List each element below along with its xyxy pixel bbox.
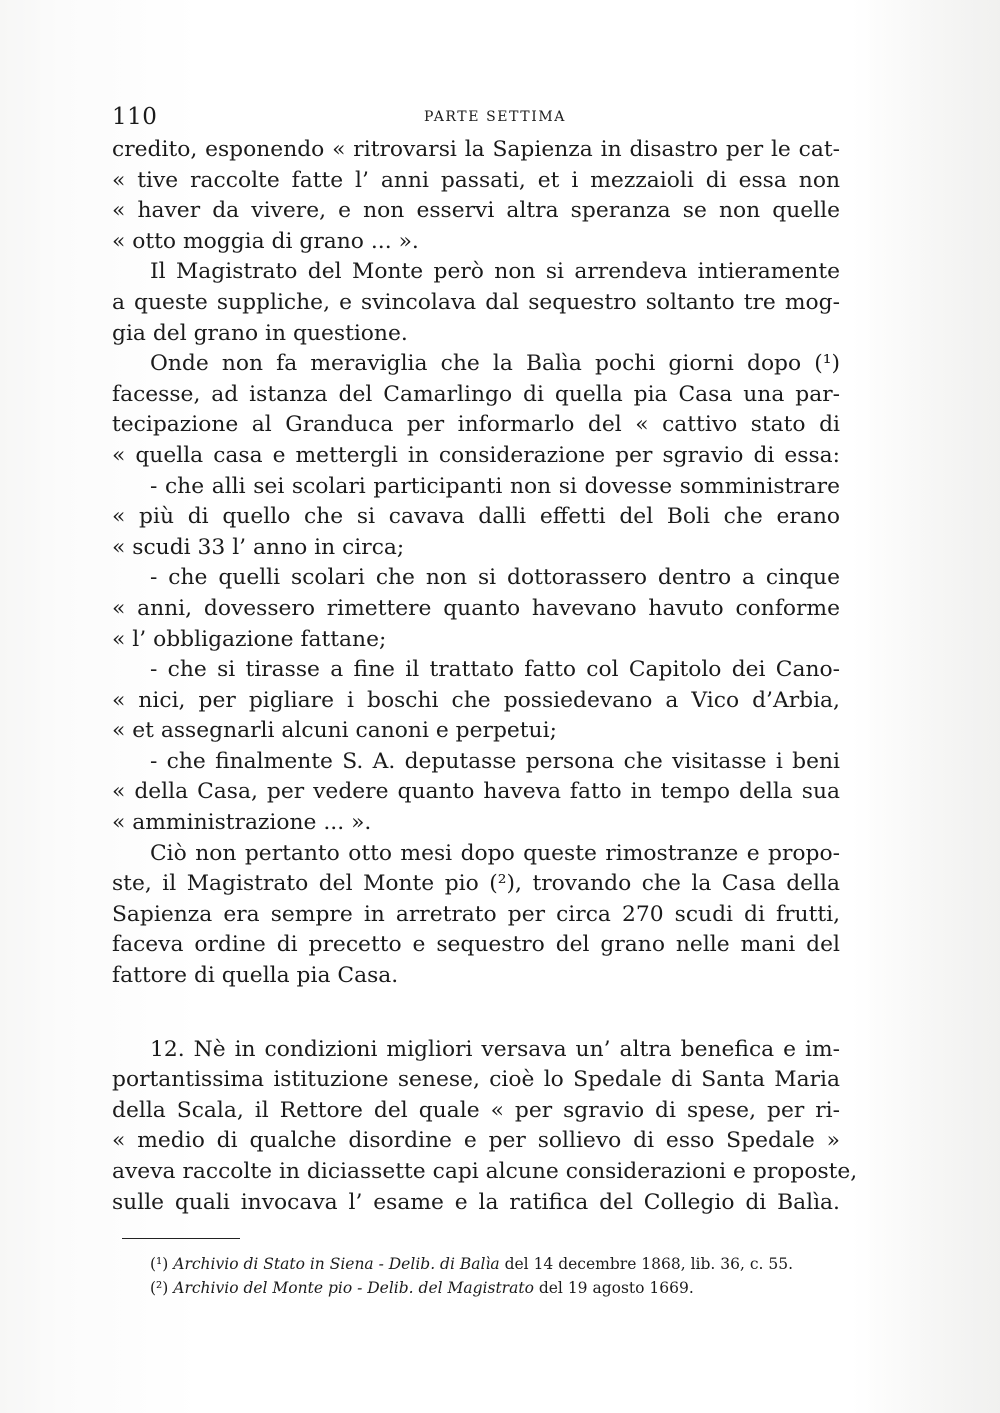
footnote-rule (122, 1238, 240, 1239)
text-line: Sapienza era sempre in arretrato per circa 270 scudi di frutti, (112, 901, 840, 927)
bleed-through-shade (860, 0, 1000, 1413)
text-line: gia del grano in questione. (112, 320, 408, 346)
text-line: « più di quello che si cavava dalli effetti del Boli che erano (112, 504, 840, 530)
text-line: aveva raccolte in diciassette capi alcune considerazioni e proposte, (112, 1159, 858, 1184)
page-number: 110 (112, 104, 158, 130)
text-line: - che alli sei scolari participanti non si dovesse somministrare (150, 473, 840, 499)
text-line: « nici, per pigliare i boschi che possiedevano a Vico d’Arbia, (112, 687, 840, 713)
footnotes (150, 1252, 840, 1300)
text-line: « amministrazione ... ». (112, 810, 372, 836)
text-line: Ciò non pertanto otto mesi dopo queste rimostranze e propo- (150, 840, 840, 866)
text-line: « haver da vivere, e non esservi altra speranza se non quelle (112, 198, 840, 224)
text-line: tecipazione al Granduca per informarlo del « cattivo stato di (112, 412, 840, 438)
text-line: a queste suppliche, e svincolava dal sequestro soltanto tre mog- (112, 289, 840, 315)
text-line: portantissima istituzione senese, cioè lo Spedale di Santa Maria (112, 1067, 840, 1093)
text-line: - che quelli scolari che non si dottorassero dentro a cinque (150, 565, 840, 591)
text-line: della Scala, il Rettore del quale « per sgravio di spese, per ri- (112, 1097, 840, 1123)
footnote-1 (150, 1252, 840, 1276)
text-line: credito, esponendo « ritrovarsi la Sapienza in disastro per le cat- (112, 137, 840, 162)
text-line: fattore di quella pia Casa. (112, 963, 399, 989)
text-line: - che finalmente S. A. deputasse persona che visitasse i beni (150, 748, 840, 774)
text-line: ste, il Magistrato del Monte pio (²), trovando che la Casa della (112, 871, 840, 897)
body-text (112, 135, 858, 1218)
text-line: « otto moggia di grano ... ». (112, 228, 419, 254)
text-line: facesse, ad istanza del Camarlingo di quella pia Casa una par- (112, 381, 840, 407)
text-line: - che si tirasse a fine il trattato fatto col Capitolo dei Cano- (150, 657, 840, 683)
page-header (112, 100, 838, 140)
footnote-source: Archivio di Stato in Siena - Delib. di Balìa (173, 1255, 500, 1273)
footnote-mark: (¹) (150, 1255, 169, 1273)
section-gap (112, 992, 840, 1035)
footnote-source: Archivio del Monte pio - Delib. del Magistrato (173, 1279, 534, 1297)
text-line: Onde non fa meraviglia che la Balìa pochi giorni dopo (¹) (150, 351, 840, 377)
footnote-detail: del 19 agosto 1669. (533, 1279, 694, 1297)
text-line: « quella casa e mettergli in considerazione per sgravio di essa: (112, 442, 840, 468)
text-line: « tive raccolte fatte l’ anni passati, et i mezzaioli di essa non (112, 167, 840, 193)
text-line: faceva ordine di precetto e sequestro del grano nelle mani del (112, 932, 840, 958)
text-line: « medio di qualche disordine e per sollievo di esso Spedale » (112, 1128, 840, 1154)
text-line: « anni, dovessero rimettere quanto havevano havuto conforme (112, 595, 840, 621)
text-line: « et assegnarli alcuni canoni e perpetui; (112, 718, 557, 744)
running-head: PARTE SETTIMA (423, 109, 567, 125)
text-line: 12. Nè in condizioni migliori versava un’ altra benefica e im- (150, 1036, 840, 1062)
footnote-detail: del 14 decembre 1868, lib. 36, c. 55. (499, 1255, 794, 1273)
text-line: Il Magistrato del Monte però non si arrendeva intieramente (150, 259, 840, 285)
text-line: « scudi 33 l’ anno in circa; (112, 534, 405, 560)
text-line: sulle quali invocava l’ esame e la ratifica del Collegio di Balìa. (112, 1189, 840, 1215)
text-line: « della Casa, per vedere quanto haveva fatto in tempo della sua (112, 779, 840, 805)
footnote-mark: (²) (150, 1279, 169, 1297)
footnote-2 (150, 1276, 840, 1300)
text-line: « l’ obbligazione fattane; (112, 626, 387, 652)
